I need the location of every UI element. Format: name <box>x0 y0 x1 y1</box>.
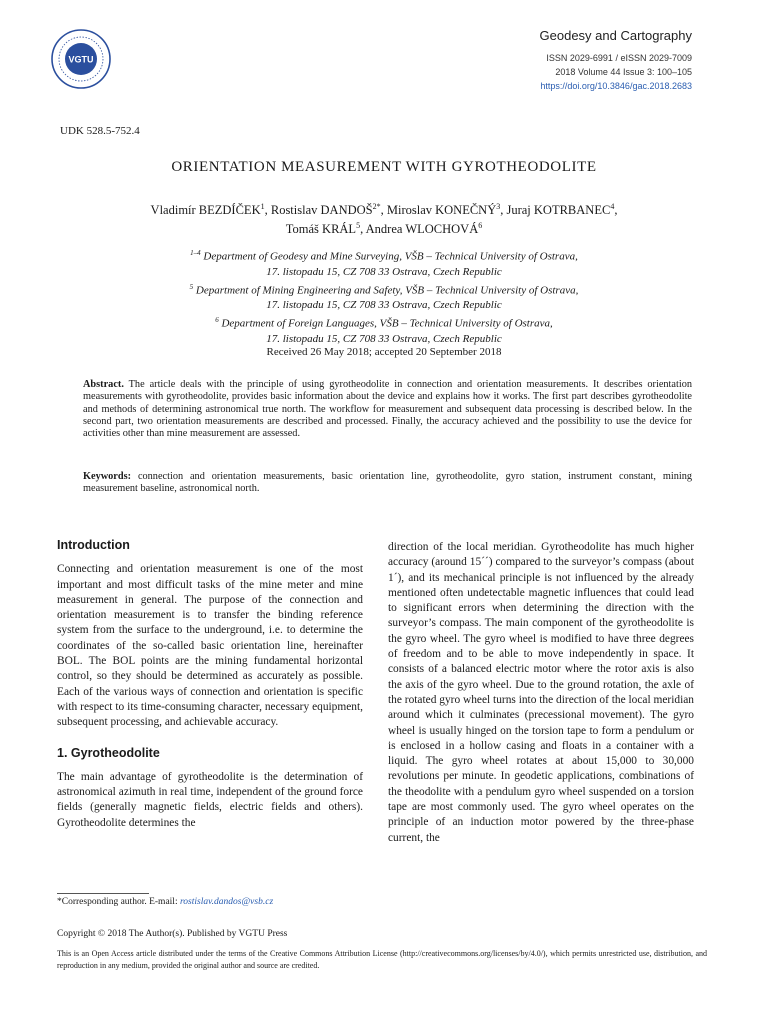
intro-heading: Introduction <box>57 538 130 552</box>
copyright-notice: Copyright © 2018 The Author(s). Published by VGTU Press <box>57 929 288 939</box>
section-heading: 1. Gyrotheodolite <box>57 745 160 760</box>
section-paragraph: The main advantage of gyrotheodolite is the determination of astronomical azimuth in real time, independent of the ground force fields (generally magnetic fields, electric fields and others). Gyrotheodolite determines the <box>57 770 363 829</box>
body-paragraph: direction of the local meridian. Gyrotheodolite has much higher accuracy (around 15´´) compared to the surveyor’s compass (about 1´), and its mechanical principle is not influenced by the already mentioned often undetectable magnetic influences that could lead to significant errors when determining the direction with the surveyor’s compass. The main component of the gyrotheodolite is the gyro wheel. The gyro wheel is modified to have three degrees of freedom and to be able to move independently in space. It consists of a balanced electric motor where the rotor axis is also the axis of the gyro wheel. Due to the ground rotation, the axle of the rotated gyro wheel turns into the direction of the local meridian around which it culminates (precessional movement). The gyro wheel is usually hinged on the torsion tape to form a pendulum or is enclosed in a hollow casing and floats in a container with a liquid. The gyro wheel rotates at about 15,000 to 30,000 revolutions per minute. In geodetic applications, combinations of the theodolite with a pendulum gyro wheel suspended on a torsion tape are most commonly used. The gyro wheel operates on the principle of an induction motor powered by the three-phase current, the <box>388 541 694 844</box>
author-separator: , <box>264 203 271 218</box>
right-column <box>388 540 694 846</box>
affiliation-sup: 5 <box>189 282 194 291</box>
article-title: ORIENTATION MEASUREMENT WITH GYROTHEODOLITE <box>171 159 597 175</box>
affiliation-line: 17. listopadu 15, CZ 708 33 Ostrava, Czech Republic <box>266 299 502 312</box>
author-sup: 3 <box>496 202 501 211</box>
author-sup: 5 <box>356 221 361 231</box>
author-separator: , <box>360 222 366 237</box>
affiliation-line: Department of Mining Engineering and Safety, VŠB – Technical University of Ostrava, <box>195 284 579 297</box>
author-separator: , <box>614 203 618 218</box>
author-name: Andrea WLOCHOVÁ <box>365 222 479 237</box>
affiliation-sup: 6 <box>215 316 219 325</box>
author-name: Rostislav DANDOŠ <box>270 203 373 218</box>
journal-logo <box>50 28 112 90</box>
intro-paragraph: Connecting and orientation measurement is one of the most important and most difficult tasks of the mine meter and mine measurement in general. The purpose of the connection and orientation measurement is to transfer the binding reference system from the surface to the underground, i.e. to determine the coordinates of the so-called basic orientation line, hereinafter BOL. The BOL points are the mining fundamental horizontal control, so they should be determined as accurately as possible. Each of the various ways of connection and orientation is specific with respect to its time-consuming character, necessary equipment, subsequent processing, and achievable accuracy. <box>57 563 363 729</box>
abstract-text: The article deals with the principle of using gyrotheodolite in connection and orientation measurements. It describes orientation measurements with gyrotheodolite, provides basic information about the device and explains how it works. The first part describes gyrotheodolite and methods of determining astronomical true north. The workflow for measurement and subsequent data processing is described below. In the second part, two orientation measurements are described and processed. Finally, the accuracy achieved and the possibility to use the device for activities other than mine measurement are assessed. <box>83 379 692 440</box>
author-name: Tomáš KRÁL <box>285 222 357 237</box>
affiliation <box>60 280 708 299</box>
doi-link[interactable]: https://doi.org/10.3846/gac.2018.2683 <box>540 81 692 91</box>
corresponding-author <box>57 897 273 907</box>
author-separator: , <box>380 203 387 218</box>
corresponding-label: *Corresponding author. E-mail: <box>57 897 178 907</box>
author-sup: 4 <box>610 202 615 211</box>
author-sup: 2* <box>372 202 381 211</box>
keywords-label: Keywords: <box>83 471 132 482</box>
left-column <box>57 538 363 831</box>
affiliation <box>60 313 708 332</box>
affiliation-sup: 1–4 <box>190 249 201 257</box>
license-notice: This is an Open Access article distributed under the terms of the Creative Commons Attribution License (http://creativecommons.org/licenses/by/4.0/), which permits unrestricted use, distribution, and reproduction in any medium, provided the original author and source are credited. <box>57 949 707 970</box>
author-name: Juraj KOTRBANEC <box>506 203 611 218</box>
journal-header <box>540 28 692 93</box>
affiliation-line: Department of Geodesy and Mine Surveying, VŠB – Technical University of Ostrava, <box>203 250 578 263</box>
author-sup: 6 <box>478 221 483 231</box>
author-sup: 1 <box>260 202 265 211</box>
keywords <box>83 471 692 496</box>
abstract <box>83 379 692 440</box>
logo-emblem-text: VGTU <box>68 54 94 65</box>
journal-volume: 2018 Volume 44 Issue 3: 100–105 <box>555 67 692 77</box>
keywords-text: connection and orientation measurements, basic orientation line, gyrotheodolite, gyro station, instrument constant, mining measurement baseline, astronomical north. <box>83 471 693 495</box>
journal-name: Geodesy and Cartography <box>539 28 692 43</box>
affiliations <box>60 246 708 347</box>
journal-issn: ISSN 2029-6991 / eISSN 2029-7009 <box>546 53 692 63</box>
received-dates: Received 26 May 2018; accepted 20 September 2018 <box>266 346 502 358</box>
udk-code: UDK 528.5-752.4 <box>60 125 140 137</box>
affiliation <box>60 246 708 265</box>
abstract-label: Abstract. <box>83 379 124 390</box>
affiliation-line: 17. listopadu 15, CZ 708 33 Ostrava, Czech Republic <box>266 265 502 278</box>
author-separator: , <box>500 203 507 218</box>
author-email-link[interactable]: rostislav.dandos@vsb.cz <box>179 897 274 907</box>
affiliation-line: 17. listopadu 15, CZ 708 33 Ostrava, Czech Republic <box>266 332 502 345</box>
footnote-divider <box>57 893 149 894</box>
affiliation-line: Department of Foreign Languages, VŠB – Technical University of Ostrava, <box>221 317 553 330</box>
author-list <box>60 199 708 237</box>
author-name: Vladimír BEZDÍČEK <box>150 203 261 218</box>
author-name: Miroslav KONEČNÝ <box>386 203 497 218</box>
